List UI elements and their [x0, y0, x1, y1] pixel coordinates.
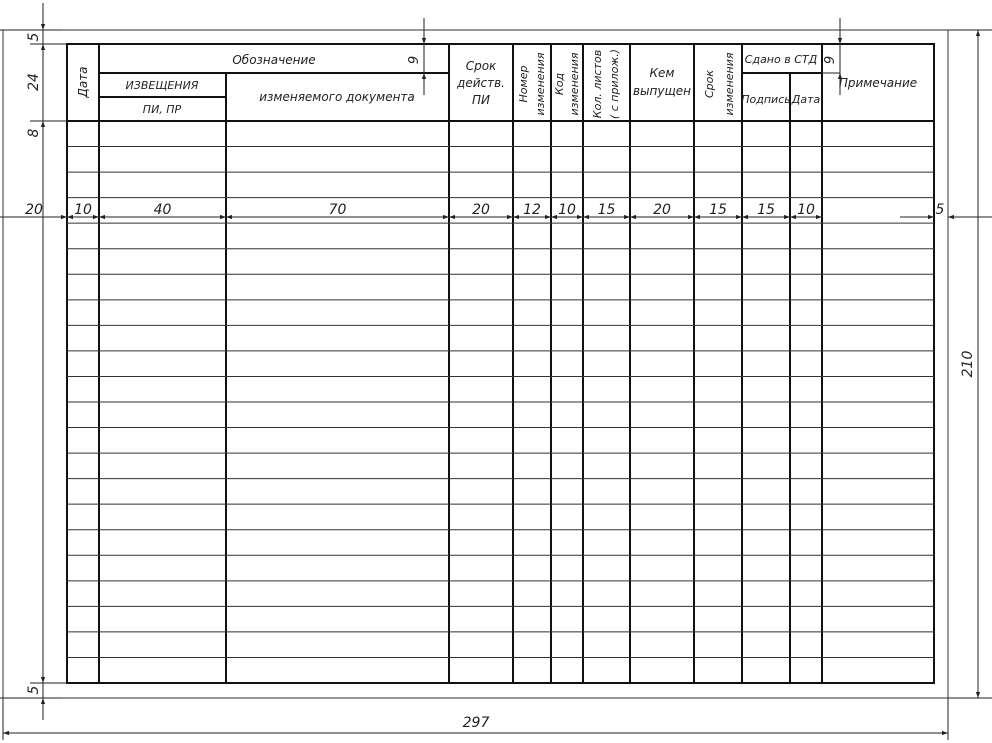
column-width-label: 20 [653, 202, 671, 218]
table-border [67, 44, 934, 683]
header-oboznachenie: Обозначение [232, 53, 316, 67]
column-width-label: 10 [558, 202, 576, 218]
sheet-frame [3, 30, 948, 698]
dim-left-margin: 20 [25, 202, 43, 218]
dim-top-offset: 5 [26, 32, 42, 42]
dim-header-height: 24 [26, 73, 42, 91]
column-width-label: 10 [74, 202, 92, 218]
column-width-label: 10 [797, 202, 815, 218]
dim-total-height: 210 [960, 350, 976, 378]
header-deystv: действ. [457, 76, 505, 90]
column-lines [99, 44, 822, 683]
header-izveshcheniya: ИЗВЕЩЕНИЯ [125, 79, 199, 92]
dim-total-width: 297 [462, 715, 490, 731]
header-kod: Код [553, 72, 566, 96]
dim-row-height: 8 [26, 128, 42, 138]
header-primechanie: Примечание [838, 76, 918, 90]
header-vypushchen: выпущен [632, 84, 692, 98]
column-width-label: 12 [523, 202, 541, 218]
header-nomer: Номер [517, 65, 530, 103]
header-pi: ПИ [472, 93, 490, 107]
column-width-label: 15 [597, 202, 616, 218]
column-width-label: 15 [757, 202, 775, 218]
header-srok2: Срок [703, 69, 716, 99]
header-kod-izm: изменения [568, 52, 581, 116]
column-width-label: 20 [472, 202, 490, 218]
header-kem: Кем [649, 66, 675, 80]
header-nomer-izm: изменения [534, 52, 547, 116]
header-s-prilozh: ( с прилож.) [608, 48, 621, 120]
header-srok: Срок [465, 59, 497, 73]
header-kol-listov: Кол. листов [591, 49, 604, 119]
header-sdano: Сдано в СТД [744, 53, 818, 66]
column-dimension-labels [74, 202, 815, 218]
dim-bottom-offset: 5 [26, 685, 42, 695]
header-srok2-izm: изменения [723, 52, 736, 116]
column-width-label: 70 [328, 202, 347, 218]
column-width-label: 40 [153, 202, 172, 218]
header-izmenyaemogo: изменяемого документа [259, 90, 415, 104]
header-data2: Дата [791, 93, 821, 106]
header-podpis: Подпись [741, 93, 791, 106]
row-lines [67, 147, 934, 658]
dim-sub-row-9-a: 9 [407, 55, 422, 65]
header-pi-pr: ПИ, ПР [142, 103, 182, 116]
column-width-label: 15 [709, 202, 727, 218]
dim-sub-row-9-b: 9 [823, 55, 838, 65]
dim-right-margin: 5 [935, 202, 945, 218]
header-data: Дата [76, 66, 90, 98]
